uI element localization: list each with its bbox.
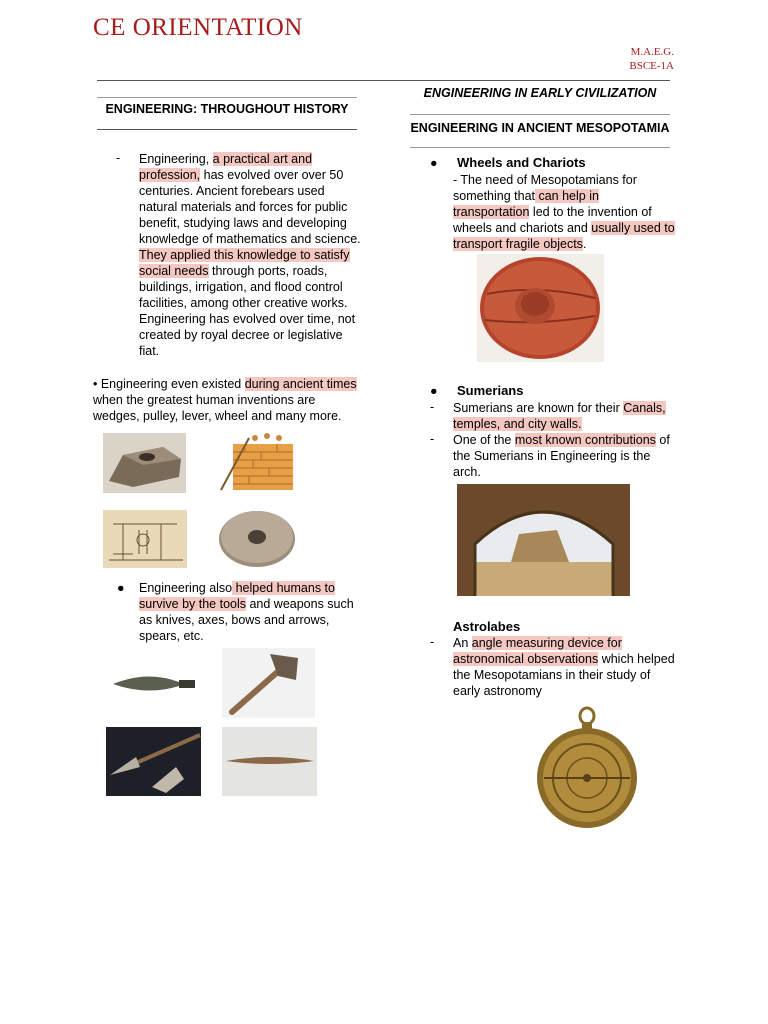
astrolabes-paragraph xyxy=(453,635,675,699)
top-divider xyxy=(97,80,670,81)
text-run: • Engineering even existed xyxy=(93,377,245,391)
text-run: through ports, roads, buildings, irrigation, and flood control facilities, among other creative works. Engineering has evolved over time, not created by royal decree or legislative fiat. xyxy=(139,264,356,358)
pulley-bricks-image xyxy=(219,430,296,492)
author-section: BSCE-1A xyxy=(629,60,674,72)
highlight-run: most known contributions xyxy=(514,433,656,447)
text-run: - The need of Mesopotamians for something that xyxy=(453,173,637,203)
wedge-image xyxy=(103,433,186,493)
spear-arrowhead-image xyxy=(106,727,201,796)
lever-engraving-image xyxy=(103,510,187,568)
text-run: One of the xyxy=(453,433,515,447)
axe-image xyxy=(222,648,315,718)
list-dash: - xyxy=(116,151,121,165)
ancient-times-paragraph xyxy=(93,376,363,424)
text-run: which helped the Mesopotamians in their study of early astronomy xyxy=(453,652,675,698)
arch-image xyxy=(457,484,630,596)
stone-wheel-image xyxy=(215,505,299,571)
list-bullet: ● xyxy=(117,581,125,595)
knife-image xyxy=(107,650,202,716)
left-heading-rule-bottom xyxy=(97,129,357,130)
sumerians-item-1 xyxy=(453,400,675,432)
text-run: and weapons such as knives, axes, bows and arrows, spears, etc. xyxy=(139,597,354,643)
astrolabes-title: Astrolabes xyxy=(453,619,521,634)
left-heading: ENGINEERING: THROUGHOUT HISTORY xyxy=(105,102,349,116)
text-run: Sumerians are known for their xyxy=(453,401,624,415)
right-heading-mesopotamia: ENGINEERING IN ANCIENT MESOPOTAMIA xyxy=(410,121,670,135)
list-bullet: ● xyxy=(430,156,438,170)
sumerians-title: Sumerians xyxy=(457,383,524,398)
text-run: of the Sumerians in Engineering is the arch. xyxy=(453,433,670,479)
highlight-run: a practical art and profession, xyxy=(139,152,313,182)
text-run: . xyxy=(582,237,587,251)
text-run: has evolved over over 50 centuries. Ancient forebears used natural materials and forces for public benefit, studying laws and developing knowledge of mathematics and science. xyxy=(139,168,361,246)
text-run: Engineering also xyxy=(139,581,233,595)
text-run: Engineering, xyxy=(139,152,213,166)
text-run: led to the invention of wheels and chariots and xyxy=(453,205,652,235)
highlight-run: Canals, temples, and city walls. xyxy=(453,401,666,431)
highlight-run: They applied this knowledge to satisfy social needs xyxy=(139,248,350,278)
document-title: CE ORIENTATION xyxy=(93,14,303,41)
text-run: when the greatest human inventions are wedges, pulley, lever, wheel and many more. xyxy=(93,393,342,423)
right-heading-rule-bottom xyxy=(410,147,670,148)
ancient-wheel-image xyxy=(477,254,604,362)
tools-paragraph xyxy=(139,580,365,644)
list-dash: - xyxy=(430,432,435,446)
highlight-run: helped humans to survive by the tools xyxy=(139,581,335,611)
highlight-run: usually used to transport fragile objects xyxy=(453,221,675,251)
bow-image xyxy=(222,727,317,796)
right-heading-civilization: ENGINEERING IN EARLY CIVILIZATION xyxy=(423,86,657,100)
list-bullet: ● xyxy=(430,384,438,398)
author-block xyxy=(629,45,674,73)
wheels-title: Wheels and Chariots xyxy=(457,155,586,170)
highlight-run: during ancient times xyxy=(244,377,357,391)
sumerians-item-2 xyxy=(453,432,675,480)
list-dash: - xyxy=(430,635,435,649)
highlight-run: angle measuring device for astronomical observations xyxy=(453,636,622,666)
text-run: An xyxy=(453,636,472,650)
astrolabe-image xyxy=(524,704,650,831)
wheels-paragraph xyxy=(453,172,675,252)
highlight-run: can help in transportation xyxy=(453,189,599,219)
list-dash: - xyxy=(430,400,435,414)
left-heading-rule-top xyxy=(97,97,357,98)
right-heading-rule xyxy=(410,114,670,115)
history-paragraph xyxy=(139,151,361,359)
author-initials: M.A.E.G. xyxy=(630,46,674,58)
